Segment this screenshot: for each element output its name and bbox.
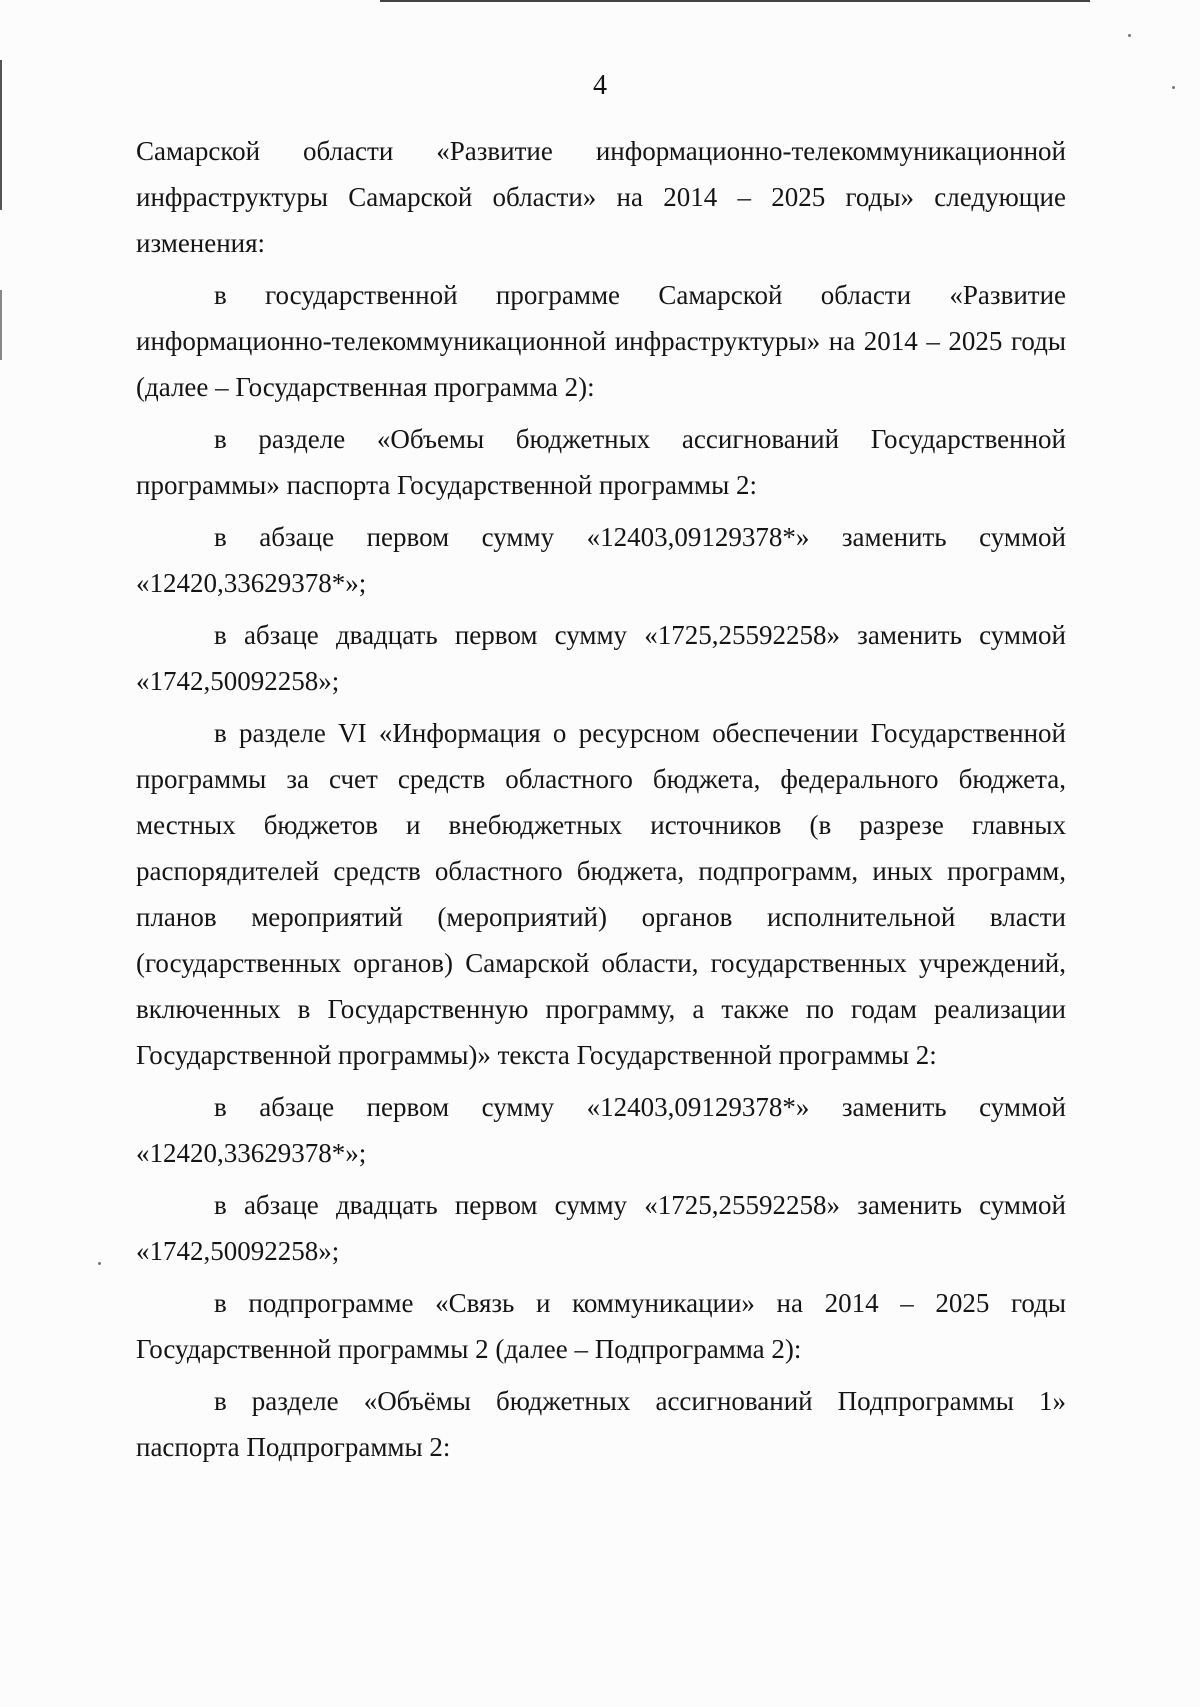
paragraph-twenty-first-amount: в абзаце двадцать первом сумму «1725,25592258» заменить суммой «1742,50092258»; xyxy=(136,620,1066,696)
paragraph-subprogram-section: в разделе «Объёмы бюджетных ассигнований Подпрограммы 1» паспорта Подпрограммы 2: xyxy=(136,1386,1066,1462)
scan-speck xyxy=(1128,34,1131,37)
document-body xyxy=(136,128,1066,1476)
paragraph-subprogram: в подпрограмме «Связь и коммуникации» на 2014 – 2025 годы Государственной программы 2 (далее – Подпрограмма 2): xyxy=(136,1288,1066,1364)
paragraph-intro: Самарской области «Развитие информационно-телекоммуникационной инфраструктуры Самарской области» на 2014 – 2025 годы» следующие изменения: xyxy=(136,136,1066,258)
scan-speck xyxy=(98,1262,101,1265)
paragraph-section-vi: в разделе VI «Информация о ресурсном обеспечении Государственной программы за счет средств областного бюджета, федерального бюджета, местных бюджетов и внебюджетных источников (в разрезе главных распорядителей средств областного бюджета, подпрограмм, иных программ, планов мероприятий (мероприятий) органов исполнительной власти (государственных органов) Самарской области, государственных учреждений, включенных в Государственную программу, а также по годам реализации Государственной программы)» текста Государственной программы 2: xyxy=(136,718,1066,1070)
paragraph-program: в государственной программе Самарской области «Развитие информационно-телекоммуникационной инфраструктуры» на 2014 – 2025 годы (далее – Государственная программа 2): xyxy=(136,280,1066,402)
paragraph-first-amount: в абзаце первом сумму «12403,09129378*» заменить суммой «12420,33629378*»; xyxy=(136,522,1066,598)
scan-edge-top xyxy=(380,0,1090,2)
paragraph-twenty-first-amount-2: в абзаце двадцать первом сумму «1725,25592258» заменить суммой «1742,50092258»; xyxy=(136,1190,1066,1266)
paragraph-section-volumes: в разделе «Объемы бюджетных ассигнований Государственной программы» паспорта Государственной программы 2: xyxy=(136,424,1066,500)
paragraph-first-amount-2: в абзаце первом сумму «12403,09129378*» заменить суммой «12420,33629378*»; xyxy=(136,1092,1066,1168)
page-number: 4 xyxy=(593,70,607,101)
scan-edge-left-lower xyxy=(0,290,2,360)
